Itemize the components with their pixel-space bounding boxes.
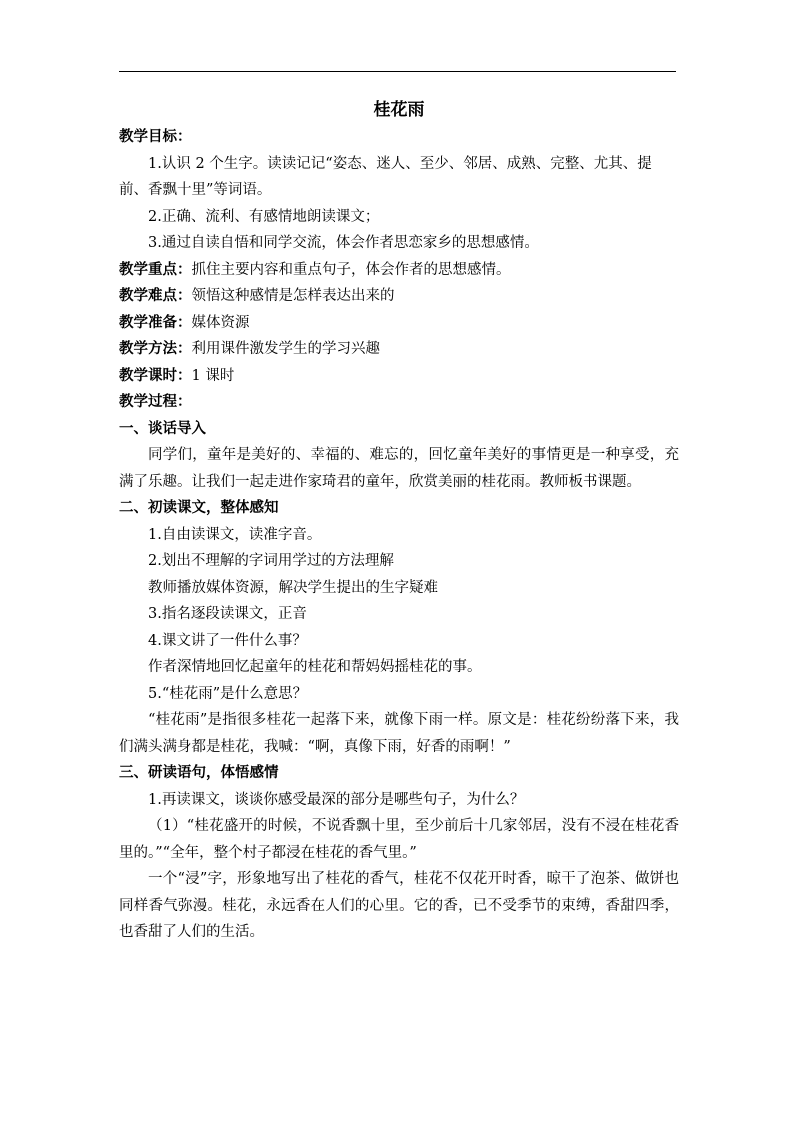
section2-line: 2.划出不理解的字词用学过的方法理解 — [148, 553, 394, 569]
field-label: 教学准备： — [119, 313, 192, 331]
section2-line: 5.“桂花雨”是什么意思？ — [148, 685, 308, 702]
field-value: 媒体资源 — [191, 314, 250, 331]
field-value: 1 课时 — [191, 367, 235, 384]
section2-line: 教师播放媒体资源，解决学生提出的生字疑难 — [148, 579, 438, 596]
goal-item-2: 2.正确、流利、有感情地朗读课文； — [148, 208, 380, 225]
field-label: 教学课时： — [119, 366, 192, 384]
field-value: 领悟这种感情是怎样表达出来的 — [191, 288, 395, 304]
section2-line: 3.指名逐段读课文，正音 — [148, 606, 307, 622]
field-value: 利用课件激发学生的学习兴趣 — [191, 341, 380, 357]
goal-item-3: 3.通过自读自悟和同学交流，体会作者思恋家乡的思想感情。 — [148, 235, 539, 251]
process-heading: 教学过程： — [119, 393, 192, 410]
field-label: 教学难点： — [119, 287, 192, 304]
section3-line: 1.再读课文，谈谈你感受最深的部分是哪些句子，为什么？ — [148, 791, 525, 808]
section3-quote: （1）“桂花盛开的时候，不说香飘十里，至少前后十几家邻居，没有不浸在桂花香里的。”“全年，整个村子都浸在桂花的香气里。” — [119, 818, 679, 861]
field-difficulties — [119, 283, 679, 310]
field-value: 抓住主要内容和重点句子，体会作者的思想感情。 — [191, 261, 511, 278]
section2-line: 4.课文讲了一件什么事？ — [148, 632, 307, 649]
section1-paragraph: 同学们，童年是美好的、幸福的、难忘的，回忆童年美好的事情更是一种享受，充满了乐趣。让我们一起走进作家琦君的童年，欣赏美丽的桂花雨。教师板书课题。 — [119, 447, 679, 490]
section2-line: 作者深情地回忆起童年的桂花和帮妈妈摇桂花的事。 — [148, 659, 482, 675]
field-method — [119, 336, 679, 363]
section3-paragraph: 一个“浸”字，形象地写出了桂花的香气，桂花不仅花开时香，晾干了泡茶、做饼也同样香气弥漫。桂花，永远香在人们的心里。它的香，已不受季节的束缚，香甜四季，也香甜了人们的生活。 — [119, 871, 679, 940]
document-title: 桂花雨 — [373, 100, 425, 120]
field-label: 教学重点： — [119, 260, 192, 278]
goal-item-1: 1.认识 2 个生字。读读记记“姿态、迷人、至少、邻居、成熟、完整、尤其、提前、香飘十里”等词语。 — [119, 155, 652, 198]
field-label: 教学方法： — [119, 340, 192, 357]
lesson-plan-body — [119, 96, 679, 946]
section2-paragraph: “桂花雨”是指很多桂花一起落下来，就像下雨一样。原文是：桂花纷纷落下来，我们满头满身都是桂花，我喊：“啊，真像下雨，好香的雨啊！” — [119, 712, 679, 755]
field-periods — [119, 363, 679, 390]
section3-heading: 三、研读语句，体悟感情 — [119, 764, 279, 781]
section1-heading: 一、谈话导入 — [119, 419, 206, 437]
section2-line: 1.自由读课文，读准字音。 — [148, 526, 322, 543]
field-preparation — [119, 310, 679, 337]
section2-heading: 二、初读课文，整体感知 — [119, 499, 279, 516]
field-key-points — [119, 257, 679, 284]
goals-heading: 教学目标： — [119, 128, 192, 145]
header-rule — [119, 71, 676, 72]
